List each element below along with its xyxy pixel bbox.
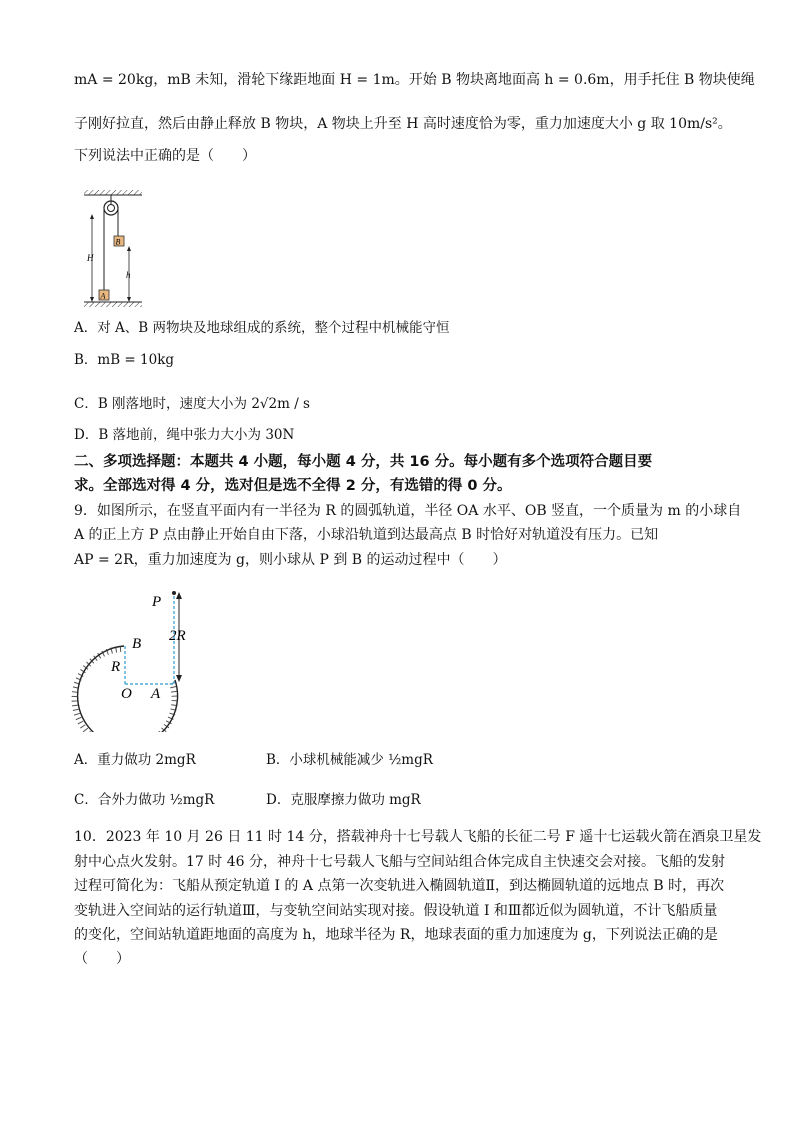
label-a: A xyxy=(100,291,106,301)
circular-track-figure xyxy=(66,586,196,732)
q8-line-3: 下列说法中正确的是（ ） xyxy=(74,148,256,164)
ceiling xyxy=(84,190,142,195)
point-p xyxy=(172,591,176,595)
label-b: B xyxy=(115,237,121,247)
q9-option-a: A．重力做功 2mgR xyxy=(74,752,196,768)
q8-line-1: mA = 20kg，mB 未知，滑轮下缘距地面 H = 1m。开始 B 物块离地面高 h = 0.6m，用手托住 B 物块使绳 xyxy=(74,72,755,88)
label-a: A xyxy=(151,686,161,702)
q8-option-a: A．对 A、B 两物块及地球组成的系统，整个过程中机械能守恒 xyxy=(74,320,450,336)
label-2r: 2R xyxy=(169,628,186,644)
q9-line-1: 9．如图所示，在竖直平面内有一半径为 R 的圆弧轨道，半径 OA 水平、OB 竖直，一个质量为 m 的小球自 xyxy=(74,503,742,519)
q10-line-1: 10．2023 年 10 月 26 日 11 时 14 分，搭载神舟十七号载人飞船的长征二号 F 遥十七运载火箭在酒泉卫星发 xyxy=(74,829,762,845)
q10-line-2: 射中心点火发射。17 时 46 分，神舟十七号载人飞船与空间站组合体完成自主快速交会对接。飞船的发射 xyxy=(74,854,725,870)
label-b: B xyxy=(132,636,142,652)
q9-option-b: B．小球机械能减少 ½mgR xyxy=(266,752,433,768)
q9-option-d: D．克服摩擦力做功 mgR xyxy=(266,792,421,808)
label-h-big: H xyxy=(87,253,94,263)
q10-line-3: 过程可简化为：飞船从预定轨道 I 的 A 点第一次变轨进入椭圆轨道Ⅱ，到达椭圆轨道的远地点 B 时，再次 xyxy=(74,878,725,894)
q10-line-4: 变轨进入空间站的运行轨道Ⅲ，与变轨空间站实现对接。假设轨道 I 和Ⅲ都近似为圆轨道，不计飞船质量 xyxy=(74,903,718,919)
q8-option-c: C．B 刚落地时，速度大小为 2√2m / s xyxy=(74,396,310,412)
ground xyxy=(84,302,142,307)
q8-option-d: D．B 落地前，绳中张力大小为 30N xyxy=(74,427,295,443)
q10-line-5: 的变化，空间站轨道距地面的高度为 h，地球半径为 R，地球表面的重力加速度为 g，下列说法正确的是 xyxy=(74,927,718,943)
q8-option-b: B．mB = 10kg xyxy=(74,352,175,368)
q9-line-3: AP = 2R，重力加速度为 g，则小球从 P 到 B 的运动过程中（ ） xyxy=(74,552,507,568)
q8-line-2: 子刚好拉直，然后由静止释放 B 物块，A 物块上升至 H 高时速度恰为零，重力加速度大小 g 取 10m/s²。 xyxy=(74,116,732,132)
q10-line-6: （ ） xyxy=(74,951,130,967)
label-p: P xyxy=(152,594,162,610)
q9-option-c: C．合外力做功 ½mgR xyxy=(74,792,215,808)
label-h-small: h xyxy=(126,270,131,280)
section-2-heading-1: 二、多项选择题：本题共 4 小题，每小题 4 分，共 16 分。每小题有多个选项符合题目要 xyxy=(74,454,653,470)
section-2-heading-2: 求。全部选对得 4 分，选对但是选不全得 2 分，有选错的得 0 分。 xyxy=(74,478,512,494)
label-o: O xyxy=(121,686,132,702)
pulley-figure xyxy=(80,186,144,308)
label-r: R xyxy=(111,659,121,675)
q9-line-2: A 的正上方 P 点由静止开始自由下落，小球沿轨道到达最高点 B 时恰好对轨道没有压力。已知 xyxy=(74,527,659,543)
